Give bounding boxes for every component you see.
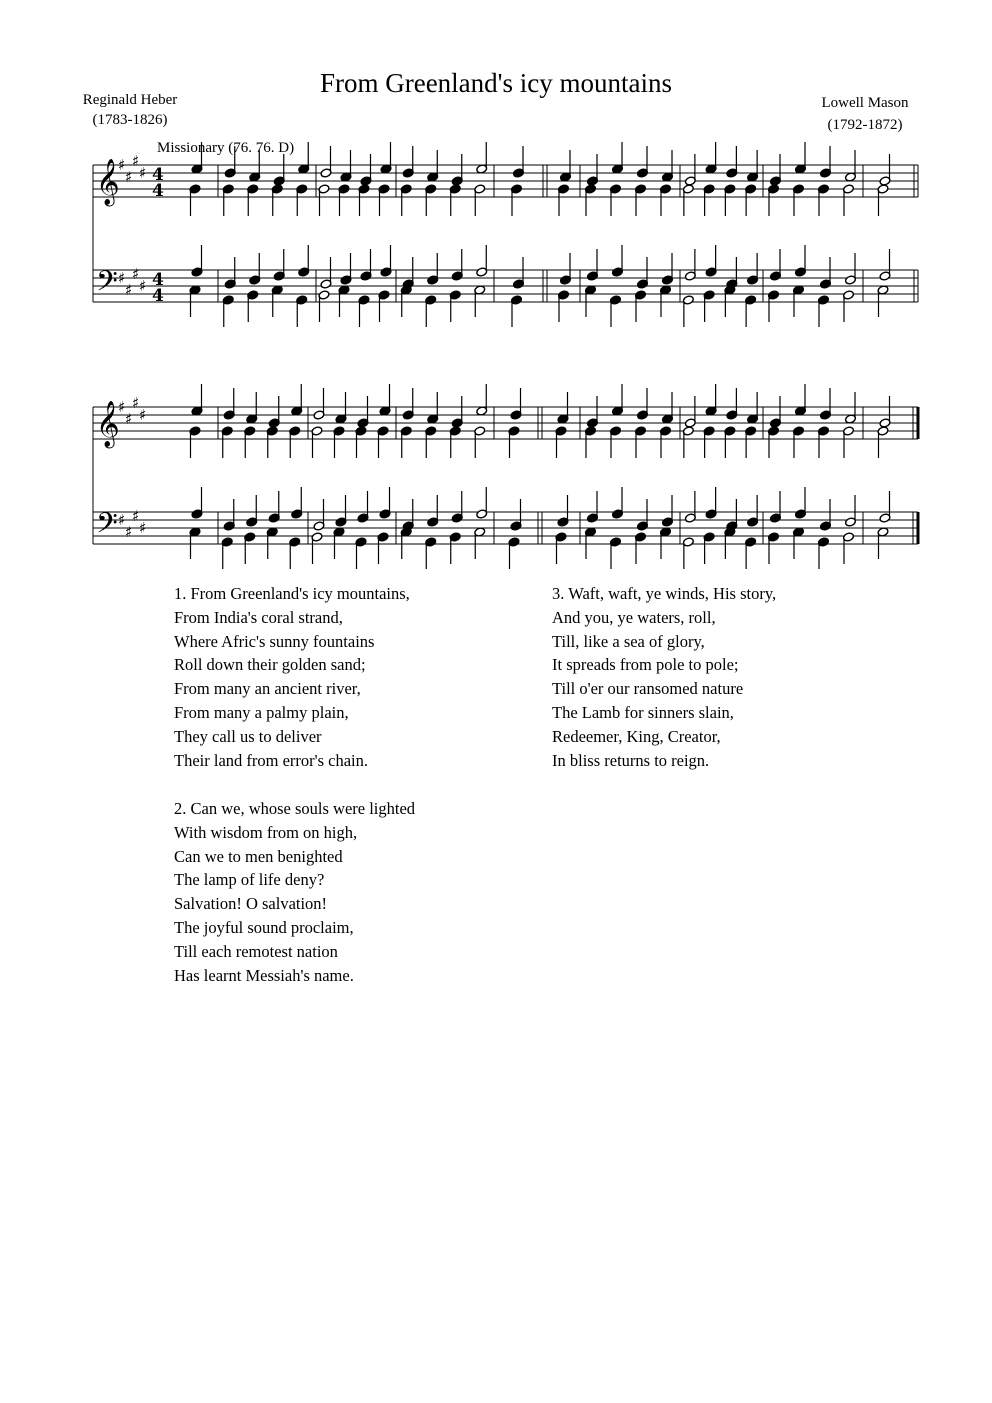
- verse-line: From India's coral strand,: [174, 607, 343, 627]
- verse-line: Till each remotest nation: [174, 941, 338, 961]
- verse-3: [552, 582, 776, 772]
- verse-line: With wisdom from on high,: [174, 822, 358, 842]
- verse-line: 1. From Greenland's icy mountains,: [174, 584, 410, 603]
- verse-line: Salvation! O salvation!: [174, 894, 328, 914]
- poet-dates: (1783-1826): [92, 112, 168, 128]
- verse-line: Till, like a sea of glory,: [552, 631, 705, 651]
- sharp-sign: ♯: [132, 507, 140, 525]
- verse-line: Redeemer, King, Creator,: [552, 726, 721, 746]
- time-signature-digit: 4: [152, 270, 164, 290]
- verse-line: The lamp of life deny?: [174, 870, 325, 890]
- verse-line: Where Afric's sunny fountains: [174, 631, 375, 651]
- verse-line: From many a palmy plain,: [174, 702, 349, 722]
- bass-clef: 𝄢: [96, 507, 118, 547]
- verse-line: Till o'er our ransomed nature: [552, 679, 744, 699]
- sharp-sign: ♯: [125, 410, 133, 428]
- verse-line: 3. Waft, waft, ye winds, His story,: [552, 584, 777, 603]
- sharp-sign: ♯: [139, 519, 147, 537]
- sharp-sign: ♯: [118, 156, 126, 174]
- treble-clef: 𝄞: [96, 401, 120, 447]
- sharp-sign: ♯: [118, 398, 126, 416]
- verse-line: 2. Can we, whose souls were lighted: [174, 799, 416, 818]
- verse-line: And you, ye waters, roll,: [552, 607, 716, 627]
- sharp-sign: ♯: [132, 152, 140, 170]
- sharp-sign: ♯: [118, 511, 126, 529]
- composer-name: Lowell Mason: [821, 95, 909, 111]
- verse-line: In bliss returns to reign.: [552, 750, 710, 770]
- sharp-sign: ♯: [125, 281, 133, 299]
- sharp-sign: ♯: [125, 168, 133, 186]
- sharp-sign: ♯: [132, 394, 140, 412]
- verse-line: Can we to men benighted: [174, 846, 343, 866]
- hymn-title: From Greenland's icy mountains: [319, 68, 673, 98]
- bass-clef: 𝄢: [96, 265, 118, 305]
- treble-clef: 𝄞: [96, 159, 120, 205]
- sharp-sign: ♯: [118, 269, 126, 287]
- sharp-sign: ♯: [139, 277, 147, 295]
- verse-line: From many an ancient river,: [174, 679, 361, 699]
- music-score: [0, 0, 992, 570]
- sharp-sign: ♯: [139, 406, 147, 424]
- verse-2: [174, 797, 415, 987]
- verse-line: The Lamb for sinners slain,: [552, 702, 734, 722]
- composer-dates: (1792-1872): [827, 117, 903, 133]
- time-signature-digit: 4: [152, 286, 164, 306]
- verse-line: Roll down their golden sand;: [174, 655, 366, 675]
- sharp-sign: ♯: [132, 265, 140, 283]
- sharp-sign: ♯: [125, 523, 133, 541]
- verse-1: [174, 582, 410, 772]
- verse-line: Their land from error's chain.: [174, 750, 369, 770]
- sharp-sign: ♯: [139, 164, 147, 182]
- verse-line: They call us to deliver: [174, 726, 322, 746]
- time-signature-digit: 4: [152, 165, 164, 185]
- poet-name: Reginald Heber: [82, 92, 178, 108]
- verse-line: It spreads from pole to pole;: [552, 655, 739, 675]
- time-signature-digit: 4: [152, 181, 164, 201]
- verse-line: Has learnt Messiah's name.: [174, 965, 354, 985]
- verse-line: The joyful sound proclaim,: [174, 917, 354, 937]
- tune-name: Missionary (76. 76. D): [157, 140, 295, 156]
